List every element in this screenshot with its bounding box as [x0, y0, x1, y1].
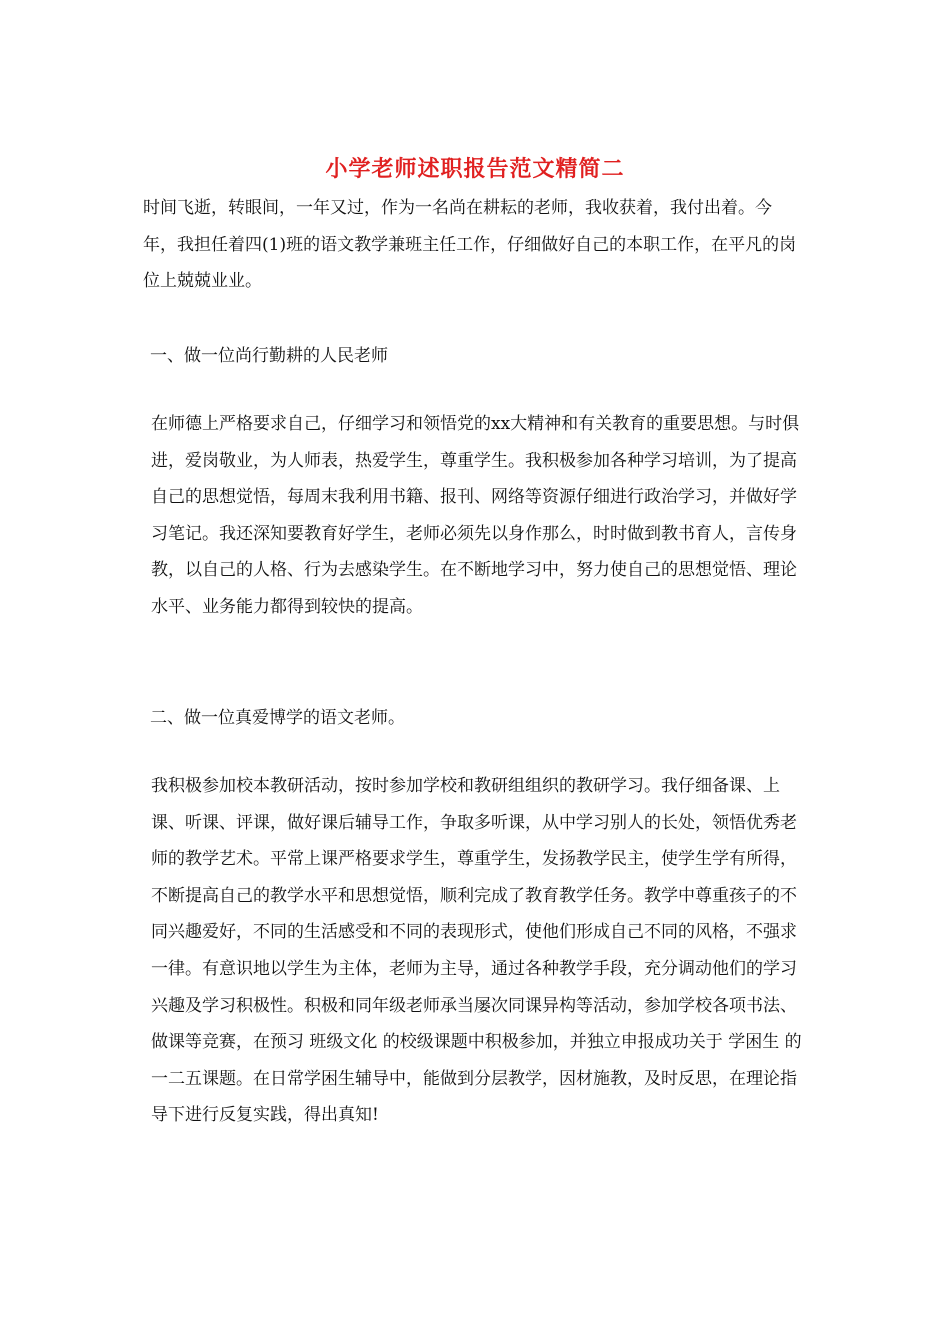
section-2-heading: 二、做一位真爱博学的语文老师。: [150, 708, 405, 728]
section-1-heading: 一、做一位尚行勤耕的人民老师: [150, 346, 388, 366]
section-2-paragraph: 我积极参加校本教研活动，按时参加学校和教研组组织的教研学习。我仔细备课、上课、听课、评课，做好课后辅导工作，争取多听课，从中学习别人的长处，领悟优秀老师的教学艺术。平常上课严格要求学生，尊重学生，发扬教学民主，使学生学有所得，不断提高自己的教学水平和思想觉悟，顺利完成了教育教学任务。教学中尊重孩子的不同兴趣爱好，不同的生活感受和不同的表现形式，使他们形成自己不同的风格，不强求一律。有意识地以学生为主体，老师为主导，通过各种教学手段，充分调动他们的学习兴趣及学习积极性。积极和同年级老师承当屡次同课异构等活动，参加学校各项书法、做课等竞赛，在预习 班级文化 的校级课题中积极参加，并独立申报成功关于 学困生 的一二五课题。在日常学困生辅导中，能做到分层教学，因材施教，及时反思，在理论指导下进行反复实践，得出真知!: [151, 776, 802, 1126]
document-title: 小学老师述职报告范文精简二: [325, 156, 625, 182]
section-1-paragraph: 在师德上严格要求自己，仔细学习和领悟党的xx大精神和有关教育的重要思想。与时俱进，爱岗敬业，为人师表，热爱学生，尊重学生。我积极参加各种学习培训，为了提高自己的思想觉悟，每周末我利用书籍、报刊、网络等资源仔细进行政治学习，并做好学习笔记。我还深知要教育好学生，老师必须先以身作那么，时时做到教书育人，言传身教，以自己的人格、行为去感染学生。在不断地学习中，努力使自己的思想觉悟、理论水平、业务能力都得到较快的提高。: [151, 414, 800, 617]
intro-paragraph: 时间飞逝，转眼间，一年又过，作为一名尚在耕耘的老师，我收获着，我付出着。今年，我担任着四(1)班的语文教学兼班主任工作，仔细做好自己的本职工作，在平凡的岗位上兢兢业业。: [143, 198, 797, 292]
